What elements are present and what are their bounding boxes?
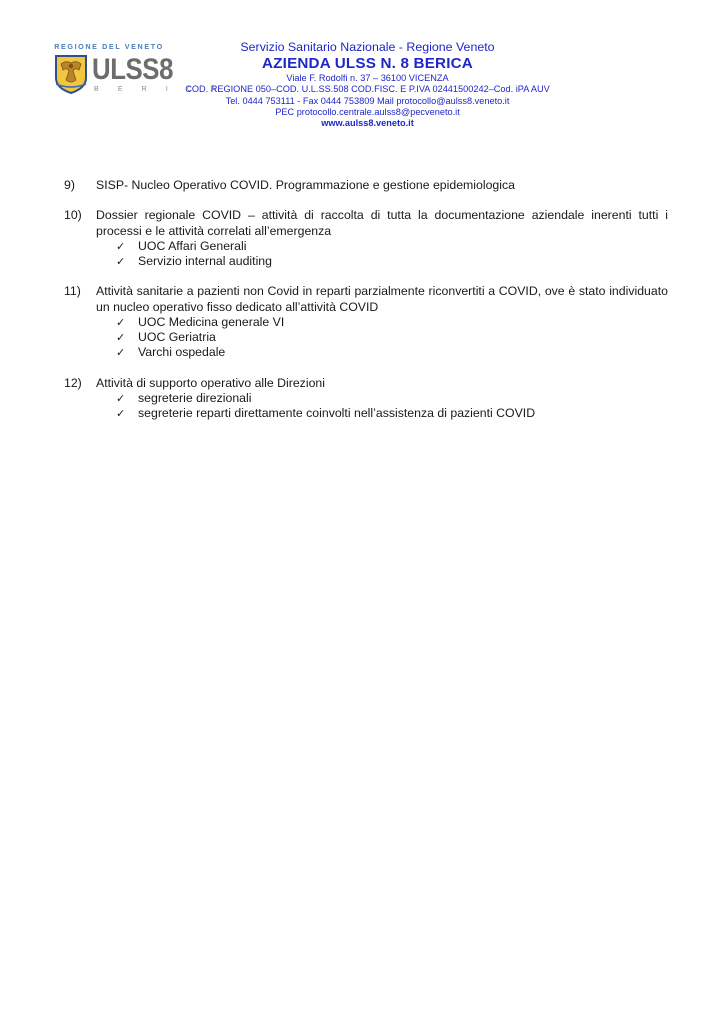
letterhead-title: AZIENDA ULSS N. 8 BERICA [262,55,473,72]
list-item-text: Attività di supporto operativo alle Direzioni [96,375,325,390]
list-item [64,178,668,193]
letterhead-contacts: Tel. 0444 753111 - Fax 0444 753809 Mail protocollo@aulss8.veneto.it [225,95,510,106]
sub-list-item-text: UOC Medicina generale VI [138,314,285,329]
sub-list-item-text: Servizio internal auditing [138,254,272,268]
sub-list-item [96,254,668,269]
check-mark-icon: ✓ [116,346,126,360]
logo-region-label: REGIONE DEL VENETO [54,42,164,51]
sub-list [96,391,668,421]
letterhead-website: www.aulss8.veneto.it [321,118,414,129]
sub-list-item [96,315,668,330]
sub-list-item-text: UOC Affari Generali [138,238,247,253]
list-item-number: 9) [64,178,75,192]
letterhead-service-line: Servizio Sanitario Nazionale - Regione Veneto [240,40,495,54]
sub-list [96,315,668,361]
check-mark-icon: ✓ [116,239,126,253]
sub-list [96,239,668,269]
letterhead-address: Viale F. Rodolfi n. 37 – 36100 VICENZA [286,73,449,83]
check-mark-icon: ✓ [116,315,126,329]
letterhead-codes: COD. REGIONE 050–COD. U.L.SS.508 COD.FISC. E P.IVA 02441500242–Cod. iPA AUV [185,84,550,95]
list-item [64,376,668,422]
sub-list-item [96,406,668,421]
lion-of-saint-mark-shield-icon [54,54,88,94]
list-item-text: SISP- Nucleo Operativo COVID. Programmazione e gestione epidemiologica [96,178,515,192]
ulss8-logo [50,42,224,100]
list-item-text: Attività sanitarie a pazienti non Covid in reparti parzialmente riconvertiti a COVID, ove è stato individuato un nucleo operativo fisso dedicato all’attività COVID [96,284,668,314]
list-item-number: 10) [64,208,82,223]
sub-list-item-text: segreterie reparti direttamente coinvolti nell’assistenza di pazienti COVID [138,406,536,420]
sub-list-item [96,330,668,345]
list-item [64,208,668,269]
check-mark-icon: ✓ [116,331,126,344]
list-item-number: 12) [64,375,82,390]
list-item-number: 11) [64,284,81,299]
logo-ulss8-wordmark: ULSS8 [92,53,174,86]
sub-list-item-text: segreterie direzionali [138,390,252,405]
list-item [64,284,668,360]
sub-list-item [96,345,668,360]
sub-list-item-text: Varchi ospedale [138,345,226,360]
list-item-text: Dossier regionale COVID – attività di raccolta di tutta la documentazione aziendale inerenti tutti i processi e le attività correlati all’emergenza [96,208,668,238]
sub-list-item [96,239,668,254]
sub-list-item [96,391,668,406]
logo-berica-wordmark: B E R I C A [94,86,224,93]
check-mark-icon: ✓ [116,391,126,405]
document-body [64,178,668,436]
letterhead-header [170,40,565,129]
letterhead-pec: PEC protocollo.centrale.aulss8@pecveneto.it [275,106,460,117]
check-mark-icon: ✓ [116,255,126,268]
sub-list-item-text: UOC Geriatria [138,330,216,344]
check-mark-icon: ✓ [116,407,126,420]
